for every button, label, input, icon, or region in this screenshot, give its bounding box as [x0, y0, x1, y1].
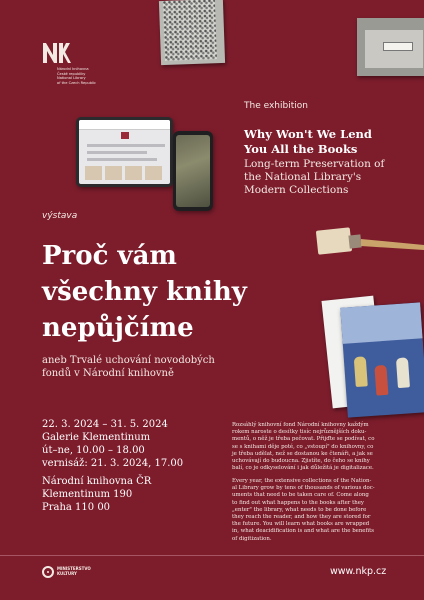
vernissage-date: vernisáž: 21. 3. 2024, 17.00	[42, 458, 184, 469]
title-line: Proč vám	[42, 241, 177, 271]
description-line: of digitization.	[232, 535, 272, 542]
description-line: „enter" the library, what needs to be done before	[232, 506, 367, 513]
tablet-card	[145, 166, 162, 180]
description-line: balí, co je odkyselování i jak důležitá je digitalizace.	[232, 465, 374, 472]
tablet-row	[87, 158, 157, 161]
description-line: Every year, the extensive collections of the Nation-	[232, 478, 372, 484]
ministry-name-line: MINISTERSTVO	[57, 566, 91, 571]
tablet-card	[125, 166, 142, 180]
library-name-line: National Library	[57, 76, 86, 81]
title-line: Why Won't We Lend	[244, 127, 372, 141]
book-figure	[374, 365, 388, 396]
title-line: všechny knihy	[42, 277, 247, 307]
nk-logo-icon	[41, 41, 71, 65]
address	[42, 475, 151, 514]
address-line: Praha 110 00	[42, 502, 111, 513]
library-name-line: České republiky	[57, 71, 86, 76]
exhibition-title-cz	[42, 238, 247, 346]
tablet-header	[79, 120, 170, 130]
description-line: in, what deacidification is and what are the benefits	[232, 528, 375, 535]
library-name	[57, 67, 96, 85]
illustrated-book-photo	[340, 302, 424, 417]
description-line: the future. You will learn what books are wrapped	[232, 521, 370, 528]
tablet-card	[105, 166, 122, 180]
tablet-row	[87, 151, 147, 154]
paint-brush-photo	[315, 225, 424, 260]
tablet-cards	[85, 166, 162, 180]
book-cover-top	[340, 302, 422, 343]
description-line: je třeba udělat, než se dostanou ke čtenáři, a jak se	[232, 450, 373, 457]
description-line: uchovávají do budoucna. Zjistíte, do čeho se knihy	[232, 458, 370, 465]
tablet-row	[87, 144, 165, 147]
description-en	[232, 478, 414, 543]
exhibition-info	[42, 418, 183, 470]
library-name-line: of the Czech Republic	[57, 80, 97, 85]
exhibition-venue: Galerie Klementinum	[42, 432, 151, 443]
exhibition-subtitle-en	[244, 158, 384, 197]
ministry-logo-icon	[42, 566, 54, 578]
subtitle-line: Long-term Preservation of	[244, 158, 385, 170]
website-link[interactable]: www.nkp.cz	[330, 566, 387, 577]
box-label	[383, 42, 413, 51]
book-figure	[396, 357, 410, 388]
subtitle-line: the National Library's	[244, 171, 362, 183]
description-line: mentů, o něž je třeba pečovat. Přijďte se podívat, co	[232, 436, 375, 443]
exhibition-label-cz: výstava	[42, 211, 78, 221]
phone-photo	[173, 131, 213, 211]
subtitle-line: fondů v Národní knihovně	[42, 368, 174, 379]
address-line: Klementinum 190	[42, 489, 133, 500]
address-line: Národní knihovna ČR	[42, 476, 152, 487]
ministry-name	[57, 566, 91, 576]
tablet-card	[85, 166, 102, 180]
exhibition-subtitle-cz	[42, 354, 215, 380]
description-line: rokem naroste o desítky tisíc nejrůznějších doku-	[232, 429, 367, 436]
book-figure	[354, 356, 368, 387]
opening-hours: út–ne, 10.00 – 18.00	[42, 445, 145, 456]
book-pattern	[163, 0, 217, 61]
ministry-name-line: KULTURY	[57, 571, 77, 576]
exhibition-label-en: The exhibition	[244, 101, 308, 111]
description-line: uments that need to be taken care of. Come along	[232, 492, 369, 499]
library-name-line: Národní knihovna	[57, 67, 89, 71]
description-line: se s knihami děje poté, co „vstoupí" do knihovny, co	[232, 443, 374, 450]
tablet-photo	[76, 117, 173, 187]
phone-screen	[176, 135, 210, 207]
subtitle-line: aneb Trvalé uchování novodobých	[42, 355, 215, 366]
patterned-book-photo	[159, 0, 225, 65]
footer-divider	[0, 555, 424, 556]
exhibition-title-en	[244, 127, 372, 157]
title-line: nepůjčíme	[42, 313, 194, 343]
description-line: to find out what happens to the books after they	[232, 499, 364, 506]
title-line: You All the Books	[244, 142, 358, 156]
exhibition-dates: 22. 3. 2024 – 31. 5. 2024	[42, 419, 168, 430]
description-cz	[232, 422, 414, 472]
tablet-logo	[121, 132, 129, 139]
description-line: Rozsáhlý knihovní fond Národní knihovny každým	[232, 422, 369, 428]
archive-box-photo	[357, 18, 424, 76]
subtitle-line: Modern Collections	[244, 184, 349, 196]
description-line: they reach the reader, and how they are stored for	[232, 514, 371, 521]
description-line: al Library grow by tens of thousands of various doc-	[232, 485, 375, 492]
